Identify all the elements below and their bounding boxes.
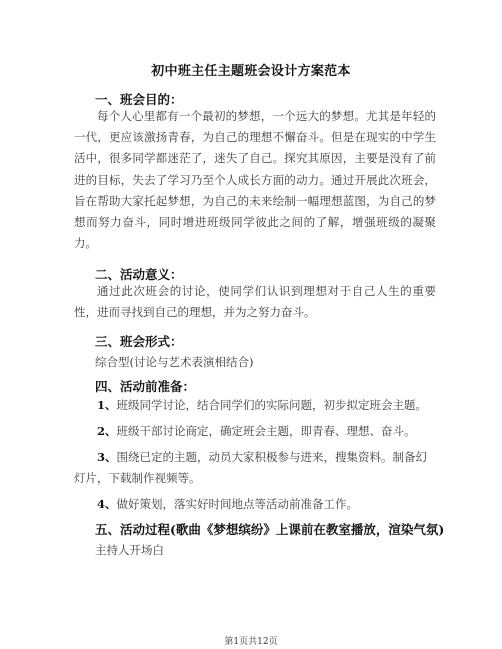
section-paragraph-process: 主持人开场白 (95, 543, 164, 557)
list-item-text: 班级同学讨论，结合同学们的实际问题，初步拟定班会主题。 (116, 398, 428, 412)
page-footer: 第1页共12页 (224, 637, 278, 647)
list-item-text: 做好策划，落实好时间地点等活动前准备工作。 (116, 497, 359, 511)
list-item (74, 447, 436, 489)
list-item (74, 421, 436, 442)
list-item-number: 4、 (97, 497, 117, 511)
document-title: 初中班主任主题班会设计方案范本 (151, 64, 351, 79)
section-heading-preparation: 四、活动前准备： (95, 379, 196, 394)
list-item-text: 班级干部讨论商定，确定班会主题，即青春、理想、奋斗。 (116, 424, 416, 438)
list-item-number: 1、 (97, 398, 117, 412)
list-item-number: 2、 (97, 424, 117, 438)
section-heading-purpose: 一、班会目的： (95, 92, 183, 107)
section-paragraph-format: 综合型(讨论与艺术表演相结合) (95, 355, 254, 369)
section-paragraph-significance: 通过此次班会的讨论，使同学们认识到理想对于自己人生的重要性，进而寻找到自己的理想，并为之努力奋斗。 (74, 284, 436, 320)
list-item-number: 3、 (97, 450, 117, 464)
section-heading-significance: 二、活动意义： (95, 267, 183, 282)
list-item (74, 494, 436, 515)
list-item (74, 395, 436, 416)
section-heading-process: 五、活动过程(歌曲《梦想缤纷》上课前在教室播放，渲染气氛) (95, 522, 445, 537)
section-heading-format: 三、班会形式： (95, 334, 183, 349)
section-paragraph-purpose: 每个人心里都有一个最初的梦想，一个远大的梦想。尤其是年轻的一代，更应该激扬青春，为自己的理想不懈奋斗。但是在现实的中学生活中，很多同学都迷茫了，迷失了自己。探究其原因，主要是没有了前进的目标，失去了学习乃至个人成长方面的动力。通过开展此次班会，旨在帮助大家托起梦想，为自己的未来绘制一幅理想蓝图，为自己的梦想而努力奋斗，同时增进班级同学彼此之间的了解，增强班级的凝聚力。 (74, 109, 436, 251)
list-item-text: 围绕已定的主题，动员大家积极参与进来，搜集资料。制备幻灯片，下载制作视频等。 (74, 450, 428, 486)
